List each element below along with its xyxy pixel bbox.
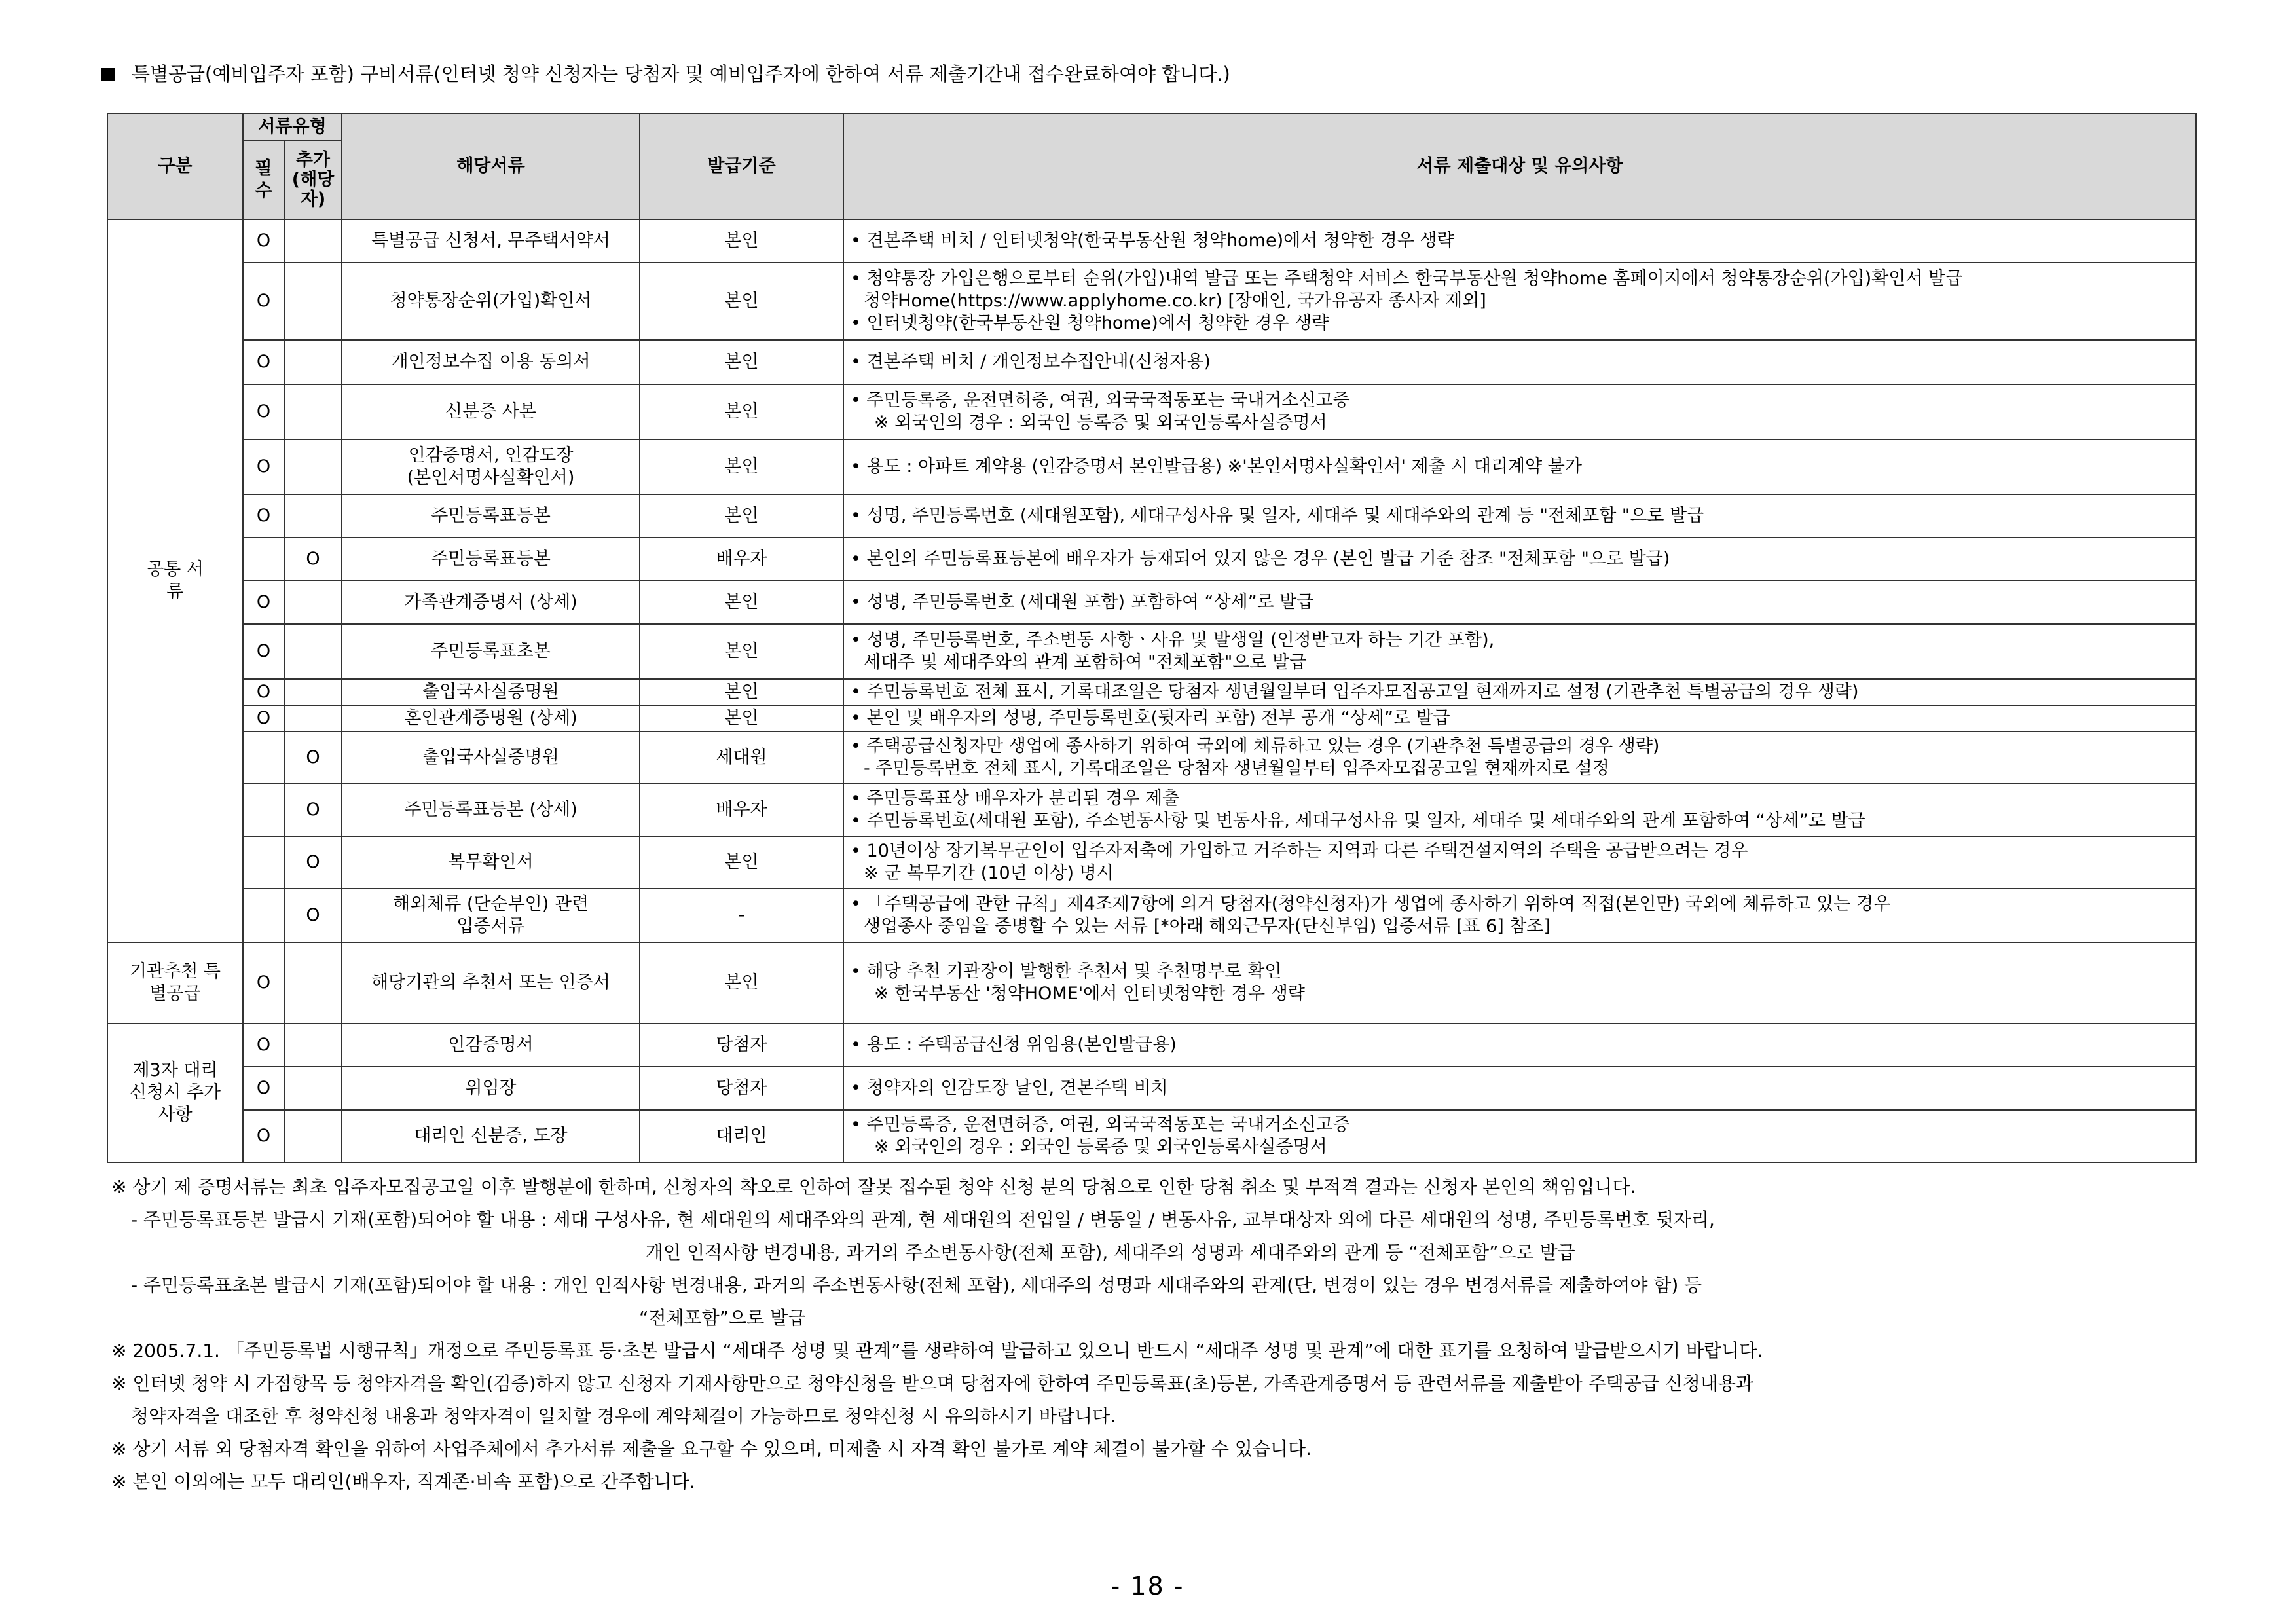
additional-mark: O	[284, 538, 342, 581]
table-row	[107, 340, 2196, 384]
document-name: 주민등록표등본	[342, 494, 640, 538]
footnote: 개인 인적사항 변경내용, 과거의 주소변동사항(전체 포함), 세대주의 성명과 세대주와의 관계 등 “전체포함”으로 발급	[646, 1242, 1575, 1263]
required-mark: O	[243, 494, 284, 538]
required-mark: O	[243, 439, 284, 494]
note-line: • 주민등록증, 운전면허증, 여권, 외국국적동포는 국내거소신고증	[851, 1115, 1350, 1135]
document-name: 해당기관의 추천서 또는 인증서	[342, 942, 640, 1024]
additional-mark	[284, 494, 342, 538]
note-line: • 10년이상 장기복무군인이 입주자저축에 가입하고 거주하는 지역과 다른 주택건설지역의 주택을 공급받으려는 경우	[851, 841, 1748, 861]
document-name: 해외체류 (단순부인) 관련 입증서류	[342, 889, 640, 942]
note-line: • 인터넷청약(한국부동산원 청약home)에서 청약한 경우 생략	[851, 313, 1329, 333]
note-cell	[843, 731, 2196, 784]
document-name: 혼인관계증명원 (상세)	[342, 705, 640, 731]
note-line: 청약Home(https://www.applyhome.co.kr) [장애인, 국가유공자 종사자 제외]	[864, 291, 1486, 311]
document-name: 복무확인서	[342, 836, 640, 889]
table-row	[107, 624, 2196, 679]
note-line: • 견본주택 비치 / 개인정보수집안내(신청자용)	[851, 352, 1211, 372]
note-line: • 성명, 주민등록번호 (세대원 포함) 포함하여 “상세”로 발급	[851, 592, 1314, 612]
note-line: • 성명, 주민등록번호 (세대원포함), 세대구성사유 및 일자, 세대주 및 세대주와의 관계 등 "전체포함 "으로 발급	[851, 506, 1704, 526]
document-name: 인감증명서, 인감도장 (본인서명사실확인서)	[342, 439, 640, 494]
issuer: 당첨자	[640, 1024, 843, 1067]
table-row	[107, 679, 2196, 705]
table-row	[107, 784, 2196, 836]
table-row	[107, 538, 2196, 581]
document-name: 가족관계증명서 (상세)	[342, 581, 640, 624]
note-line: • 성명, 주민등록번호, 주소변동 사항ㆍ사유 및 발생일 (인정받고자 하는 기간 포함),	[851, 630, 1495, 650]
group-proxy: 제3자 대리신청시 추가사항	[107, 1024, 243, 1162]
note-cell	[843, 219, 2196, 263]
header-category: 구분	[107, 113, 243, 219]
required-mark: O	[243, 942, 284, 1024]
table-row	[107, 1024, 2196, 1067]
note-line: • 본인 및 배우자의 성명, 주민등록번호(뒷자리 포함) 전부 공개 “상세”로 발급	[851, 708, 1450, 728]
additional-mark	[284, 942, 342, 1024]
additional-mark	[284, 581, 342, 624]
additional-mark	[284, 1067, 342, 1110]
required-mark: O	[243, 679, 284, 705]
issuer: 세대원	[640, 731, 843, 784]
header-required: 필수	[243, 141, 284, 219]
required-mark	[243, 784, 284, 836]
note-line: • 주민등록번호(세대원 포함), 주소변동사항 및 변동사유, 세대구성사유 및 일자, 세대주 및 세대주와의 관계 포함하여 “상세”로 발급	[851, 811, 1865, 831]
document-name: 주민등록표초본	[342, 624, 640, 679]
required-mark: O	[243, 1024, 284, 1067]
section-heading-text: 특별공급(예비입주자 포함) 구비서류(인터넷 청약 신청자는 당첨자 및 예비입주자에 한하여 서류 제출기간내 접수완료하여야 합니다.)	[132, 63, 1230, 85]
section-heading	[101, 62, 2197, 86]
group-common: 공통 서류	[107, 219, 243, 942]
table-row	[107, 384, 2196, 439]
additional-mark: O	[284, 784, 342, 836]
table-row	[107, 1110, 2196, 1162]
issuer: 본인	[640, 439, 843, 494]
document-name: 인감증명서	[342, 1024, 640, 1067]
group-agency: 기관추천 특별공급	[107, 942, 243, 1024]
required-mark: O	[243, 384, 284, 439]
note-cell	[843, 705, 2196, 731]
header-issuer: 발급기준	[640, 113, 843, 219]
note-line: • 청약자의 인감도장 날인, 견본주택 비치	[851, 1078, 1168, 1098]
issuer: 본인	[640, 581, 843, 624]
required-mark: O	[243, 1067, 284, 1110]
note-cell	[843, 1067, 2196, 1110]
required-mark: O	[243, 263, 284, 340]
note-cell	[843, 1024, 2196, 1067]
footnote: ※ 상기 제 증명서류는 최초 입주자모집공고일 이후 발행분에 한하며, 신청자의 착오로 인하여 잘못 접수된 청약 신청 분의 당첨으로 인한 당첨 취소 및 부적격 결과는 신청자 본인의 책임입니다.	[111, 1176, 1636, 1198]
document-name: 주민등록표등본	[342, 538, 640, 581]
table-row	[107, 889, 2196, 942]
issuer: 본인	[640, 263, 843, 340]
note-cell	[843, 384, 2196, 439]
additional-mark: O	[284, 836, 342, 889]
issuer: 본인	[640, 836, 843, 889]
required-mark: O	[243, 624, 284, 679]
required-mark	[243, 731, 284, 784]
table-row	[107, 581, 2196, 624]
table-row	[107, 836, 2196, 889]
note-line: • 「주택공급에 관한 규칙」제4조제7항에 의거 당첨자(청약신청자)가 생업에 종사하기 위하여 직접(본인만) 국외에 체류하고 있는 경우	[851, 894, 1891, 914]
additional-mark	[284, 679, 342, 705]
note-cell	[843, 942, 2196, 1024]
additional-mark: O	[284, 889, 342, 942]
note-line: • 용도 : 주택공급신청 위임용(본인발급용)	[851, 1035, 1177, 1055]
black-square-bullet-icon	[101, 68, 115, 81]
additional-mark	[284, 384, 342, 439]
note-line: • 용도 : 아파트 계약용 (인감증명서 본인발급용) ※'본인서명사실확인서' 제출 시 대리계약 불가	[851, 456, 1582, 477]
note-line: ※ 외국인의 경우 : 외국인 등록증 및 외국인등록사실증명서	[874, 1137, 1327, 1157]
issuer: 본인	[640, 679, 843, 705]
additional-mark	[284, 1110, 342, 1162]
required-mark	[243, 538, 284, 581]
document-name: 출입국사실증명원	[342, 731, 640, 784]
note-cell	[843, 340, 2196, 384]
note-cell	[843, 581, 2196, 624]
document-name: 대리인 신분증, 도장	[342, 1110, 640, 1162]
note-cell	[843, 624, 2196, 679]
document-name: 청약통장순위(가입)확인서	[342, 263, 640, 340]
document-name: 위임장	[342, 1067, 640, 1110]
issuer: 배우자	[640, 784, 843, 836]
page-number: - 18 -	[1111, 1572, 1184, 1600]
header-notes: 서류 제출대상 및 유의사항	[843, 113, 2196, 219]
note-cell	[843, 889, 2196, 942]
note-line: • 청약통장 가입은행으로부터 순위(가입)내역 발급 또는 주택청약 서비스 한국부동산원 청약home 홈페이지에서 청약통장순위(가입)확인서 발급	[851, 268, 1963, 289]
note-cell	[843, 784, 2196, 836]
note-line: • 해당 추천 기관장이 발행한 추천서 및 추천명부로 확인	[851, 961, 1282, 982]
note-cell	[843, 538, 2196, 581]
footnote: ※ 인터넷 청약 시 가점항목 등 청약자격을 확인(검증)하지 않고 신청자 기재사항만으로 청약신청을 받으며 당첨자에 한하여 주민등록표(초)등본, 가족관계증명서 등 관련서류를 제출받아 주택공급 신청내용과	[111, 1373, 1753, 1394]
header-additional: 추가 (해당자)	[284, 141, 342, 219]
issuer: 배우자	[640, 538, 843, 581]
required-mark	[243, 889, 284, 942]
documents-table	[107, 113, 2197, 1163]
additional-mark	[284, 439, 342, 494]
note-line: • 주민등록표상 배우자가 분리된 경우 제출	[851, 788, 1180, 809]
footnote: “전체포함”으로 발급	[639, 1307, 806, 1329]
document-name: 출입국사실증명원	[342, 679, 640, 705]
issuer: 본인	[640, 384, 843, 439]
issuer: 본인	[640, 705, 843, 731]
header-doc-type: 서류유형	[243, 113, 342, 141]
issuer: 본인	[640, 340, 843, 384]
table-row	[107, 439, 2196, 494]
header-document: 해당서류	[342, 113, 640, 219]
additional-mark	[284, 624, 342, 679]
document-name: 주민등록표등본 (상세)	[342, 784, 640, 836]
note-cell	[843, 439, 2196, 494]
note-line: ※ 외국인의 경우 : 외국인 등록증 및 외국인등록사실증명서	[874, 413, 1327, 433]
required-mark	[243, 836, 284, 889]
note-cell	[843, 679, 2196, 705]
note-cell	[843, 836, 2196, 889]
footnote: - 주민등록표등본 발급시 기재(포함)되어야 할 내용 : 세대 구성사유, 현 세대원의 세대주와의 관계, 현 세대원의 전입일 / 변동일 / 변동사유, 교부대상자 외에 다른 세대원의 성명, 주민등록번호 뒷자리,	[131, 1209, 1715, 1230]
issuer: 본인	[640, 494, 843, 538]
table-row	[107, 705, 2196, 731]
note-line: • 주민등록번호 전체 표시, 기록대조일은 당첨자 생년월일부터 입주자모집공고일 현재까지로 설정 (기관추천 특별공급의 경우 생략)	[851, 682, 1859, 702]
note-line: • 견본주택 비치 / 인터넷청약(한국부동산원 청약home)에서 청약한 경우 생략	[851, 231, 1454, 251]
issuer: 본인	[640, 942, 843, 1024]
required-mark: O	[243, 581, 284, 624]
table-row	[107, 1067, 2196, 1110]
additional-mark: O	[284, 731, 342, 784]
document-name: 특별공급 신청서, 무주택서약서	[342, 219, 640, 263]
footnotes	[111, 1171, 2200, 1498]
issuer: 대리인	[640, 1110, 843, 1162]
issuer: 본인	[640, 219, 843, 263]
table-row	[107, 942, 2196, 1024]
additional-mark	[284, 219, 342, 263]
additional-mark	[284, 1024, 342, 1067]
footnote: ※ 상기 서류 외 당첨자격 확인을 위하여 사업주체에서 추가서류 제출을 요구할 수 있으며, 미제출 시 자격 확인 불가로 계약 체결이 불가할 수 있습니다.	[111, 1438, 1312, 1460]
footnote: ※ 본인 이외에는 모두 대리인(배우자, 직계존·비속 포함)으로 간주합니다.	[111, 1471, 695, 1492]
note-line: ※ 한국부동산 '청약HOME'에서 인터넷청약한 경우 생략	[874, 984, 1305, 1004]
additional-mark	[284, 705, 342, 731]
required-mark: O	[243, 219, 284, 263]
note-line: - 주민등록번호 전체 표시, 기록대조일은 당첨자 생년월일부터 입주자모집공고일 현재까지로 설정	[864, 758, 1609, 779]
note-line: • 주택공급신청자만 생업에 종사하기 위하여 국외에 체류하고 있는 경우 (기관추천 특별공급의 경우 생략)	[851, 736, 1660, 756]
note-cell	[843, 263, 2196, 340]
table-row	[107, 263, 2196, 340]
required-mark: O	[243, 705, 284, 731]
required-mark: O	[243, 1110, 284, 1162]
issuer: 당첨자	[640, 1067, 843, 1110]
additional-mark	[284, 340, 342, 384]
note-cell	[843, 494, 2196, 538]
document-name: 신분증 사본	[342, 384, 640, 439]
issuer: 본인	[640, 624, 843, 679]
note-line: 세대주 및 세대주와의 관계 포함하여 "전체포함"으로 발급	[864, 652, 1307, 673]
document-name: 개인정보수집 이용 동의서	[342, 340, 640, 384]
footnote: ※ 2005.7.1. 「주민등록법 시행규칙」개정으로 주민등록표 등·초본 발급시 “세대주 성명 및 관계”를 생략하여 발급하고 있으니 반드시 “세대주 성명 및 관계”에 대한 표기를 요청하여 발급받으시기 바랍니다.	[111, 1340, 1763, 1361]
note-line: • 주민등록증, 운전면허증, 여권, 외국국적동포는 국내거소신고증	[851, 390, 1350, 411]
required-mark: O	[243, 340, 284, 384]
footnote: - 주민등록표초본 발급시 기재(포함)되어야 할 내용 : 개인 인적사항 변경내용, 과거의 주소변동사항(전체 포함), 세대주의 성명과 세대주와의 관계(단, 변경이 있는 경우 변경서류를 제출하여야 함) 등	[131, 1274, 1702, 1296]
note-line: ※ 군 복무기간 (10년 이상) 명시	[864, 863, 1114, 883]
table-row	[107, 731, 2196, 784]
table-row	[107, 494, 2196, 538]
footnote: 청약자격을 대조한 후 청약신청 내용과 청약자격이 일치할 경우에 계약체결이 가능하므로 청약신청 시 유의하시기 바랍니다.	[131, 1405, 1116, 1427]
note-cell	[843, 1110, 2196, 1162]
note-line: 생업종사 중임을 증명할 수 있는 서류 [*아래 해외근무자(단신부임) 입증서류 [표 6] 참조]	[864, 916, 1551, 936]
table-row	[107, 219, 2196, 263]
issuer: -	[640, 889, 843, 942]
note-line: • 본인의 주민등록표등본에 배우자가 등재되어 있지 않은 경우 (본인 발급 기준 참조 "전체포함 "으로 발급)	[851, 549, 1670, 569]
additional-mark	[284, 263, 342, 340]
